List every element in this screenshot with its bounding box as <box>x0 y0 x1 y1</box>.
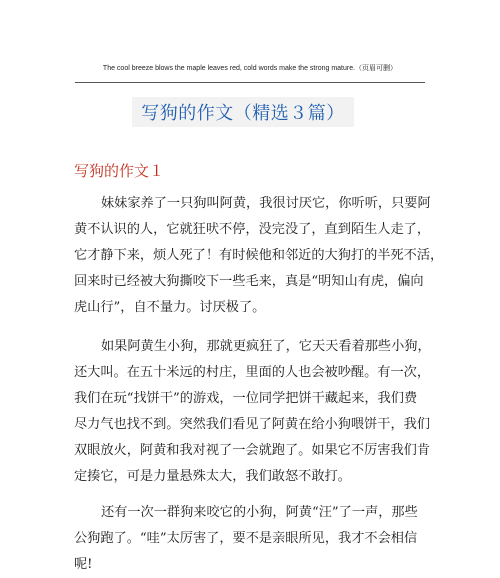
section-heading: 写狗的作文１ <box>74 162 165 180</box>
paragraph-line: 呢! <box>74 557 93 572</box>
paragraph-line: 还大叫。在五十米远的村庄，里面的人也会被吵醒。有一次， <box>74 365 431 380</box>
paragraph-2 <box>74 334 431 490</box>
paragraph-1 <box>74 191 444 321</box>
paragraph-line: 回来时已经被大狗撕咬下一些毛来，真是“明知山有虎，偏向 <box>74 274 424 289</box>
paragraph-line: 妹妹家养了一只狗叫阿黄，我很讨厌它，你听听，只要阿 <box>101 196 431 211</box>
paragraph-line: 黄不认识的人，它就狂吠不停，没完没了，直到陌生人走了， <box>74 222 431 237</box>
paragraph-line: 双眼放火，阿黄和我对视了一会就跑了。如果它不厉害我们肯 <box>74 443 431 458</box>
header-divider <box>75 82 425 83</box>
paragraph-line: 定揍它，可是力量悬殊太大，我们敢怒不敢打。 <box>74 469 351 484</box>
paragraph-line: 虎山行”，自不量力。讨厌极了。 <box>74 300 266 315</box>
paragraph-line: 它才静下来，烦人死了！有时候他和邻近的大狗打的半死不活， <box>74 248 444 263</box>
document-title: 写狗的作文（精选３篇） <box>141 103 345 124</box>
paragraph-line: 如果阿黄生小狗，那就更疯狂了，它天天看着那些小狗， <box>101 339 431 354</box>
paragraph-3 <box>74 500 424 578</box>
page-header-tagline: The cool breeze blows the maple leaves red, cold words make the strong mature.（页眉可删） <box>102 65 398 72</box>
paragraph-line: 还有一次一群狗来咬它的小狗，阿黄“汪”了一声，那些 <box>101 505 418 520</box>
paragraph-line: 我们在玩“找饼干”的游戏，一位同学把饼干藏起来，我们费 <box>74 391 418 406</box>
paragraph-line: 尽力气也找不到。突然我们看见了阿黄在给小狗喂饼干，我们 <box>74 417 431 432</box>
paragraph-line: 公狗跑了。“哇”太厉害了，要不是亲眼所见，我才不会相信 <box>74 531 418 546</box>
